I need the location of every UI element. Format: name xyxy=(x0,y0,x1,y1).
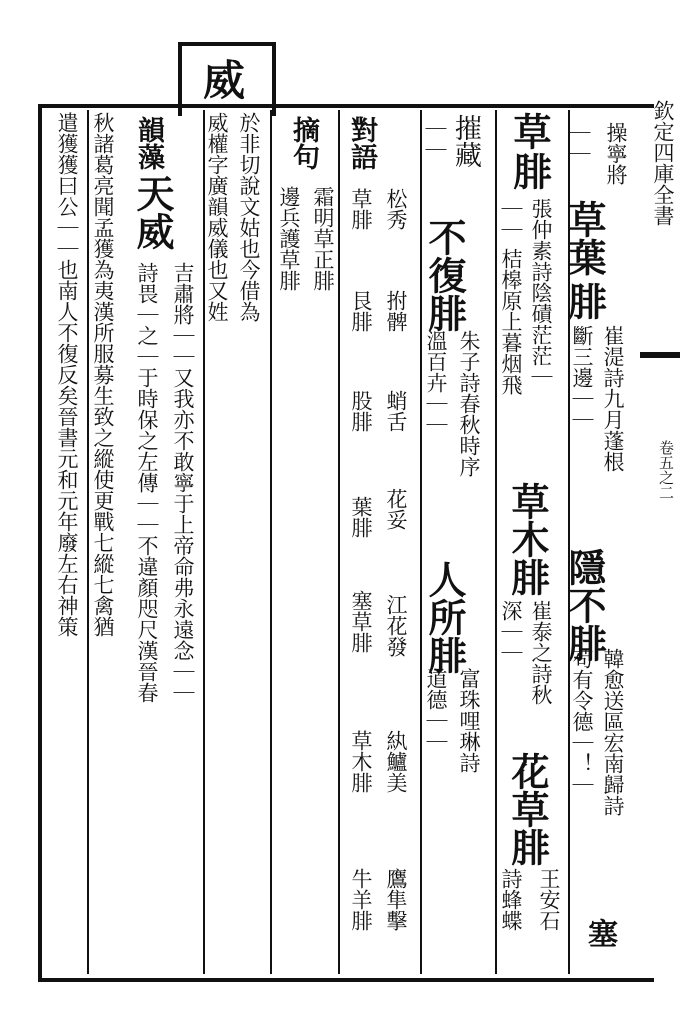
text-column: 富珠哩琳詩 xyxy=(457,668,481,773)
text-column: 苟有令德｜！｜ xyxy=(570,648,594,795)
text-column: 於非切說文姑也今借為 xyxy=(237,112,261,322)
text-column: ｜｜ xyxy=(567,122,591,164)
text-column: 邊兵護草腓 xyxy=(277,186,301,291)
text-column: 牛羊腓 xyxy=(349,868,373,931)
text-column: 松秀 xyxy=(384,188,408,230)
margin-book-title: 欽定四庫全書 xyxy=(651,100,675,226)
text-column: 韓愈送區宏南歸詩 xyxy=(601,648,625,816)
text-column: 秋諸葛亮聞孟獲為夷漢所服募生致之縱使更戰七縱七禽猶 xyxy=(91,112,115,637)
text-column: 遣獲獲曰公｜｜也南人不復反矣晉書元和元年廢左右神策 xyxy=(55,112,79,637)
text-column: 詩畏｜之｜于時保之左傳｜｜不違顏咫尺漢晉春 xyxy=(135,262,159,703)
entry-head: 草木腓 xyxy=(505,482,550,596)
text-column: 深｜｜ xyxy=(499,600,523,663)
entry-head: 隱不腓 xyxy=(562,548,607,662)
text-column: 斷三邊｜｜ xyxy=(570,325,594,430)
text-column: 道德｜｜ xyxy=(424,668,448,752)
entry-head: 天威 xyxy=(130,174,175,250)
section-heading: 韻藻 xyxy=(133,116,164,170)
entry-head: 腓 xyxy=(562,282,607,320)
text-column: 拊髀 xyxy=(384,290,408,332)
text-column: 江花發 xyxy=(384,594,408,657)
text-column: 股腓 xyxy=(349,390,373,432)
text-column: 溫百卉｜｜ xyxy=(424,330,448,435)
rule xyxy=(495,110,497,974)
text-column: ｜｜ xyxy=(423,118,447,160)
text-column: ｜｜ xyxy=(499,198,523,240)
entry-head: 不復腓 xyxy=(422,218,467,332)
text-column: 花妥 xyxy=(384,488,408,530)
text-column: 崔泰之詩秋 xyxy=(529,600,553,705)
title-char: 威 xyxy=(197,58,246,100)
text-column: 朱子詩春秋時序 xyxy=(457,330,481,477)
entry-head: 花草腓 xyxy=(505,752,550,866)
text-column: 塞 xyxy=(582,918,617,948)
text-column: 草腓 xyxy=(349,188,373,230)
text-column: 鷹隼擊 xyxy=(384,868,408,931)
text-column: 桔槔原上暮烟飛 xyxy=(499,248,523,395)
section-heading: 摘句 xyxy=(288,116,319,170)
entry-head: 腓 xyxy=(507,152,552,190)
text-column: 崔湜詩九月蓬根 xyxy=(601,325,625,472)
margin-juan: 卷五之二 xyxy=(657,440,675,500)
entry-head: 摧藏 xyxy=(450,114,481,168)
text-column: 詩蜂蝶 xyxy=(499,868,523,931)
entry-head: 草 xyxy=(507,112,552,150)
text-column: 張仲素詩陰磧茫茫｜ xyxy=(529,198,553,387)
text-column: 威權字廣韻威儀也又姓 xyxy=(205,112,229,322)
margin-rule xyxy=(640,352,680,358)
text-column: 霜明草正腓 xyxy=(311,186,335,291)
text-column: 吉肅將｜｜又我亦不敢寧于上帝命弗永遠念｜｜ xyxy=(171,262,195,703)
rule xyxy=(338,110,340,974)
text-column: 葉腓 xyxy=(349,496,373,538)
text-column: 紈鱸美 xyxy=(384,730,408,793)
entry-head: 人所腓 xyxy=(422,560,467,674)
text-column: 王安石 xyxy=(537,868,561,931)
entry-head: 草葉 xyxy=(562,200,607,276)
text-column: 草木腓 xyxy=(349,730,373,793)
text-column: 艮腓 xyxy=(349,290,373,332)
text-column: 蛸舌 xyxy=(384,390,408,432)
text-column: 塞草腓 xyxy=(349,590,373,653)
text-column: 操寧將 xyxy=(604,122,628,185)
rule xyxy=(87,110,89,974)
section-heading: 對語 xyxy=(346,116,377,170)
rule xyxy=(270,110,272,974)
